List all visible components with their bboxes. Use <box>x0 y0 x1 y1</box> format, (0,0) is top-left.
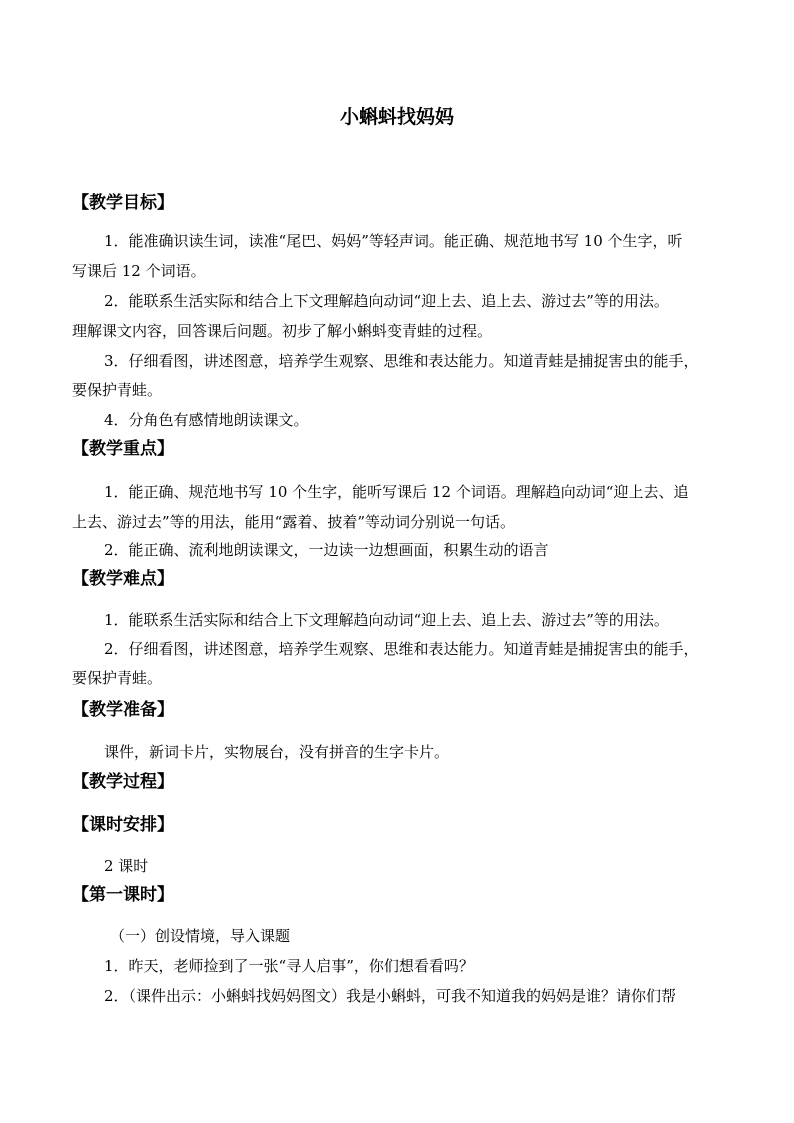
objectives-line: 3．仔细看图，讲述图意，培养学生观察、思维和表达能力。知道青蛙是捕捉害虫的能手， <box>104 352 699 370</box>
objectives-line: 1．能准确识读生词，读准“尾巴、妈妈”等轻声词。能正确、规范地书写 10 个生字，听 <box>104 232 683 250</box>
first-lesson-heading: 【第一课时】 <box>72 885 174 905</box>
objectives-line: 2．能联系生活实际和结合上下文理解趋向动词“迎上去、追上去、游过去”等的用法。 <box>104 292 669 310</box>
document-title: 小蝌蚪找妈妈 <box>339 106 454 128</box>
first-lesson-line: （一）创设情境，导入课题 <box>110 927 291 945</box>
preparation-line: 课件，新词卡片，实物展台，没有拼音的生字卡片。 <box>104 743 450 761</box>
key-points-line: 2．能正确、流利地朗读课文，一边读一边想画面，积累生动的语言 <box>104 541 549 559</box>
difficulties-line: 2．仔细看图，讲述图意，培养学生观察、思维和表达能力。知道青蛙是捕捉害虫的能手， <box>104 640 699 658</box>
objectives-line: 4．分角色有感情地朗读课文。 <box>104 411 309 429</box>
difficulties-line: 要保护青蛙。 <box>72 669 163 687</box>
process-heading: 【教学过程】 <box>72 772 174 792</box>
schedule-line: 2 课时 <box>104 857 149 875</box>
key-points-heading: 【教学重点】 <box>72 439 174 459</box>
key-points-line: 1．能正确、规范地书写 10 个生字，能听写课后 12 个词语。理解趋向动词“迎上去、追 <box>104 483 689 501</box>
first-lesson-line: 1．昨天，老师捡到了一张“寻人启事”，你们想看看吗？ <box>104 957 474 975</box>
first-lesson-line: 2．（课件出示：小蝌蚪找妈妈图文）我是小蝌蚪，可我不知道我的妈妈是谁？请你们帮 <box>104 987 677 1005</box>
objectives-heading: 【教学目标】 <box>72 193 174 213</box>
key-points-line: 上去、游过去”等的用法，能用“露着、披着”等动词分别说一句话。 <box>72 513 516 531</box>
schedule-heading: 【课时安排】 <box>72 815 174 835</box>
difficulties-line: 1．能联系生活实际和结合上下文理解趋向动词“迎上去、追上去、游过去”等的用法。 <box>104 611 669 629</box>
objectives-line: 要保护青蛙。 <box>72 381 163 399</box>
difficulties-heading: 【教学难点】 <box>72 569 174 589</box>
objectives-line: 理解课文内容，回答课后问题。初步了解小蝌蚪变青蛙的过程。 <box>72 322 493 340</box>
preparation-heading: 【教学准备】 <box>72 700 174 720</box>
objectives-line: 写课后 12 个词语。 <box>72 262 206 280</box>
